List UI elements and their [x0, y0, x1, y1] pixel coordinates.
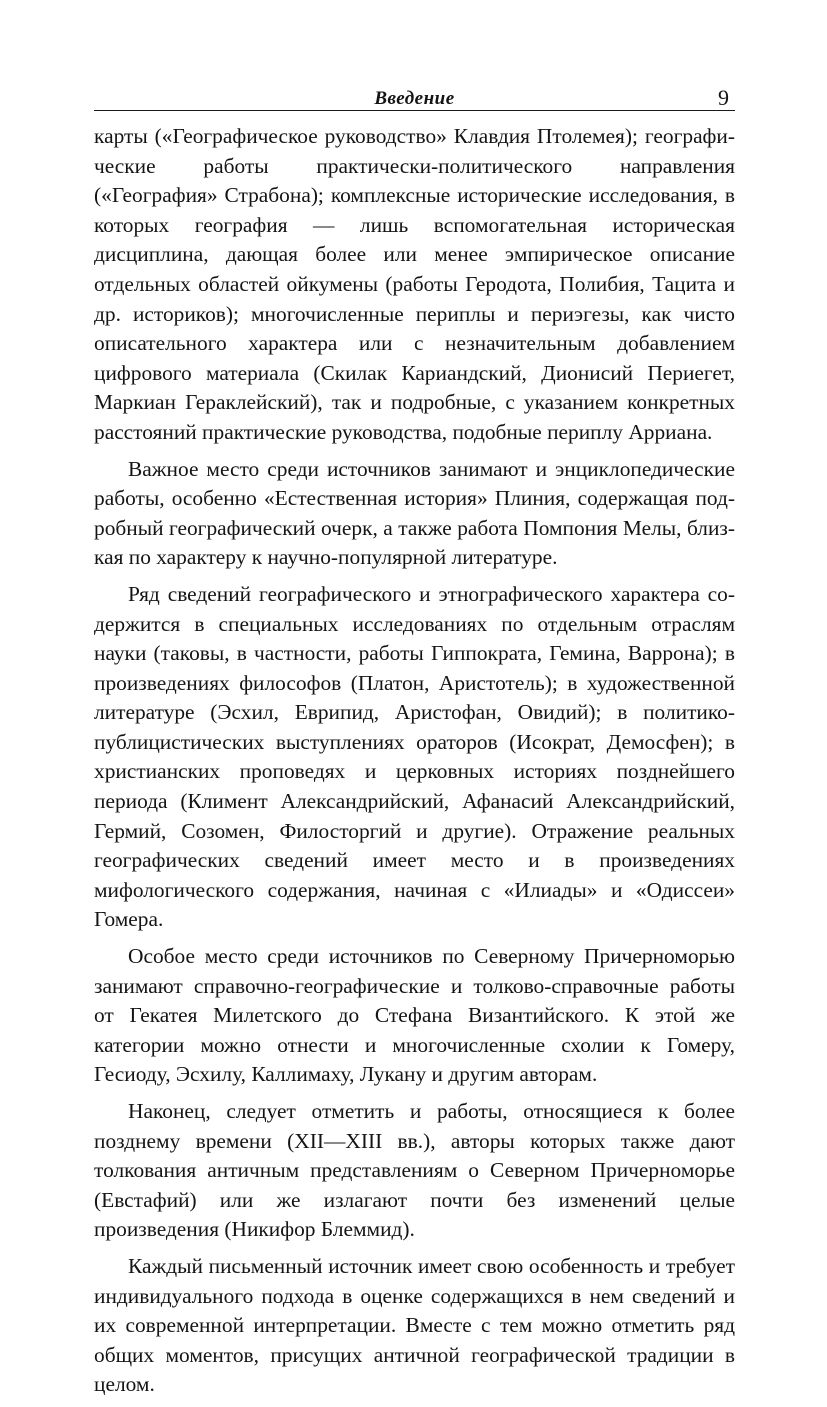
book-page: [94, 82, 735, 1407]
body-text: [94, 122, 735, 1400]
paragraph: Важное место среди источников занимают и энциклопедические работы, особенно «Естественная история» Плиния, содержащая подробный географический очерк, а также работа Помпония Мелы, близкая по характеру к научно-популярной литературе.: [94, 456, 735, 570]
paragraph: Особое место среди источников по Северному Причерноморью занимают справочно-географические и толково-справочные работы от Гекатея Милетского до Стефана Византийского. К этой же категории можно отнести и многочисленные схолии к Гомеру, Гесиоду, Эсхилу, Каллимаху, Лукану и другим авторам.: [94, 944, 735, 1087]
paragraph: карты («Географическое руководство» Клавдия Птолемея); географические работы практически-политического направления («География» Страбона); комплексные исторические исследования, в которых география — лишь вспомогательная историческая дисциплина, дающая более или менее эмпирическое описание отдельных областей ойкумены (работы Геродота, Полибия, Тацита и др. историков); многочисленные периплы и периэгезы, как чисто описательного характера или с незначительным добавлением цифрового материала (Скилак Кариандский, Дионисий Периегет, Маркиан Гераклейский), так и подробные, с указанием конкретных расстояний практические руководства, подобные периплу Арриана.: [94, 124, 735, 444]
paragraph: Каждый письменный источник имеет свою особенность и требует индивидуального подхода в оценке содержащихся в нем сведений и их современной интерпретации. Вместе с тем можно отметить ряд общих моментов, присущих античной географической традиции в целом.: [94, 1253, 735, 1397]
paragraph: Наконец, следует отметить и работы, относящиеся к более позднему времени (XII—XIII вв.), авторы которых также дают толкования античным представлениям о Северном Причерноморье (Евстафий) или же излагают почти без изменений целые произведения (Никифор Блеммид).: [94, 1099, 735, 1242]
running-title: Введение: [374, 88, 455, 109]
running-header: [94, 82, 735, 111]
page-number: 9: [718, 85, 729, 110]
paragraph: Ряд сведений географического и этнографического характера содержится в специальных исследованиях по отдельным отраслям науки (таковы, в частности, работы Гиппократа, Гемина, Варрона); в произведениях философов (Платон, Аристотель); в художественной литературе (Эсхил, Еврипид, Аристофан, Овидий); в политико-публицистических выступлениях ораторов (Исократ, Демосфен); в христианских проповедях и церковных историях позднейшего периода (Климент Александрийский, Афанасий Александрийский, Гермий, Созомен, Филосторгий и другие). Отражение реальных географических сведений имеет место и в произведениях мифологического содержания, начиная с «Илиады» и «Одиссеи» Гомера.: [94, 581, 735, 932]
